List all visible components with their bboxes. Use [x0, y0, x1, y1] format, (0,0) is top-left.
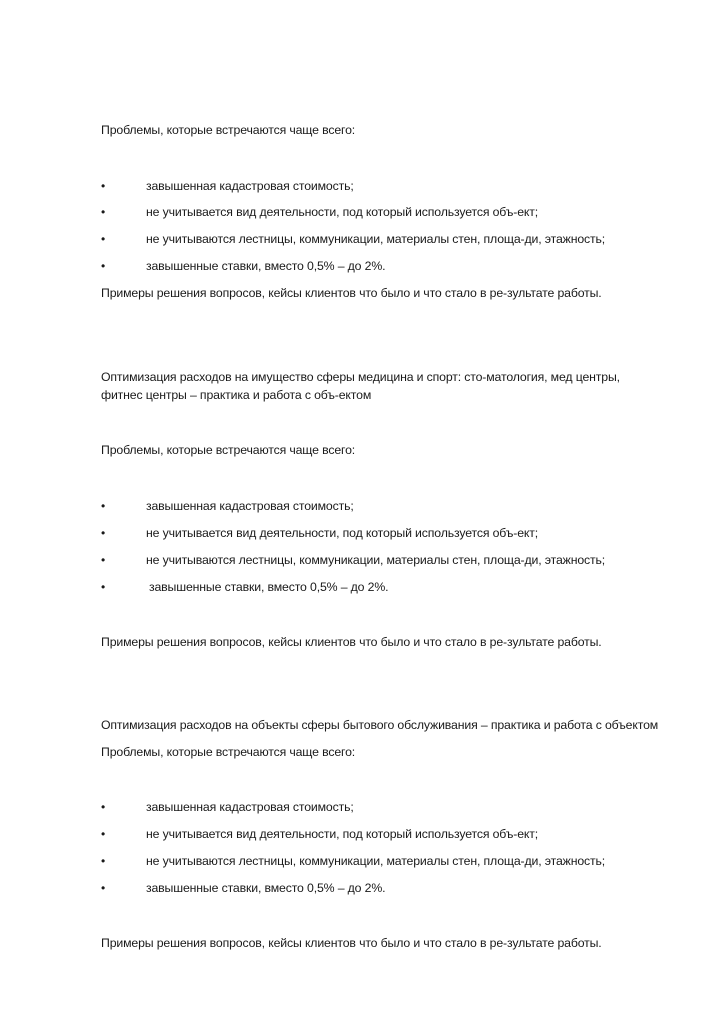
- bullet-icon: •: [101, 854, 106, 868]
- problem-text: завышенные ставки, вместо 0,5% – до 2%.: [146, 881, 386, 895]
- list-item: [101, 854, 605, 869]
- problems-heading: Проблемы, которые встречаются чаще всего:: [101, 443, 356, 457]
- list-item: [101, 881, 385, 896]
- problem-text: завышенные ставки, вместо 0,5% – до 2%.: [149, 580, 389, 594]
- list-item: [101, 499, 354, 514]
- list-item: [101, 580, 388, 595]
- list-item: [101, 526, 538, 541]
- bullet-icon: •: [101, 800, 106, 814]
- section-title-continued: фитнес центры – практика и работа с объ-ектом: [101, 388, 372, 402]
- bullet-icon: •: [101, 580, 106, 594]
- problem-text: не учитывается вид деятельности, под который используется объ-ект;: [146, 827, 539, 841]
- problem-text: завышенная кадастровая стоимость;: [146, 499, 354, 513]
- bullet-icon: •: [101, 259, 106, 273]
- problem-text: не учитывается вид деятельности, под который используется объ-ект;: [146, 526, 539, 540]
- examples-text: Примеры решения вопросов, кейсы клиентов что было и что стало в ре-зультате работы.: [101, 286, 602, 300]
- problem-text: не учитываются лестницы, коммуникации, материалы стен, площа-ди, этажность;: [146, 553, 606, 567]
- problems-heading: Проблемы, которые встречаются чаще всего:: [101, 123, 356, 137]
- problems-heading: Проблемы, которые встречаются чаще всего:: [101, 745, 356, 759]
- problem-text: не учитывается вид деятельности, под который используется объ-ект;: [146, 205, 539, 219]
- problem-text: завышенные ставки, вместо 0,5% – до 2%.: [146, 259, 386, 273]
- section-title: Оптимизация расходов на объекты сферы бытового обслуживания – практика и работа с объектом: [101, 718, 659, 732]
- problem-text: не учитываются лестницы, коммуникации, материалы стен, площа-ди, этажность;: [146, 232, 606, 246]
- list-item: [101, 827, 538, 842]
- problem-text: завышенная кадастровая стоимость;: [146, 179, 354, 193]
- bullet-icon: •: [101, 499, 106, 513]
- bullet-icon: •: [101, 881, 106, 895]
- bullet-icon: •: [101, 205, 106, 219]
- list-item: [101, 232, 605, 247]
- list-item: [101, 259, 385, 274]
- list-item: [101, 205, 538, 220]
- list-item: [101, 179, 354, 194]
- section-title: Оптимизация расходов на имущество сферы медицина и спорт: сто-матология, мед центры,: [101, 370, 620, 384]
- bullet-icon: •: [101, 553, 106, 567]
- bullet-icon: •: [101, 179, 106, 193]
- bullet-icon: •: [101, 232, 106, 246]
- bullet-icon: •: [101, 827, 106, 841]
- problem-text: завышенная кадастровая стоимость;: [146, 800, 354, 814]
- examples-text: Примеры решения вопросов, кейсы клиентов что было и что стало в ре-зультате работы.: [101, 936, 602, 950]
- bullet-icon: •: [101, 526, 106, 540]
- list-item: [101, 553, 605, 568]
- problem-text: не учитываются лестницы, коммуникации, материалы стен, площа-ди, этажность;: [146, 854, 606, 868]
- list-item: [101, 800, 354, 815]
- examples-text: Примеры решения вопросов, кейсы клиентов что было и что стало в ре-зультате работы.: [101, 635, 602, 649]
